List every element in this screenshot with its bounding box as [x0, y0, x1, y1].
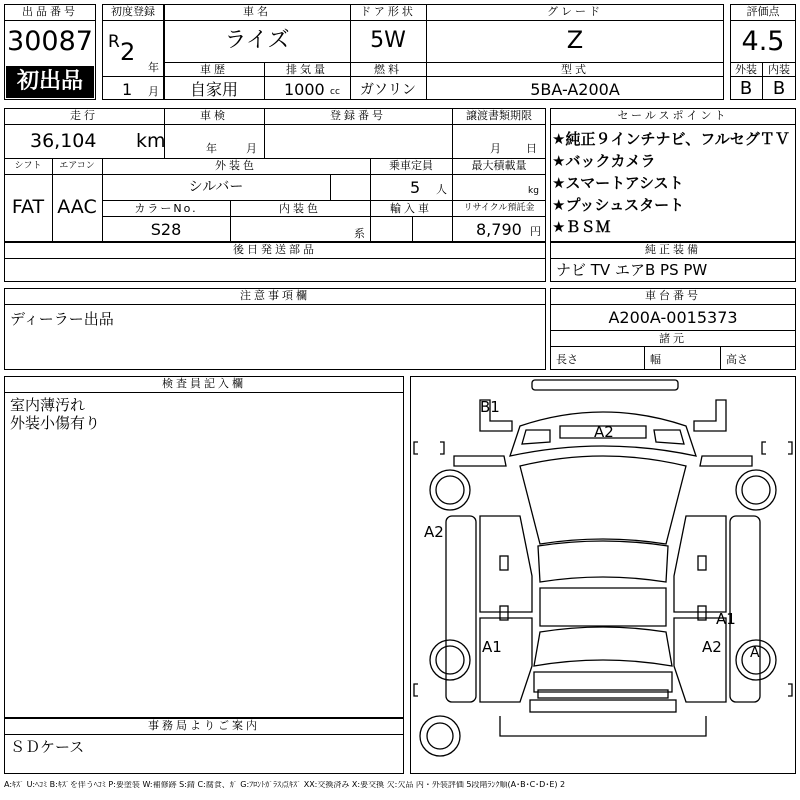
inspector-line-1: 室内薄汚れ: [10, 396, 86, 414]
mileage-unit: km: [136, 130, 166, 152]
transfer-label: 譲渡書類期限: [466, 109, 532, 122]
load-unit: kg: [528, 186, 539, 196]
transfer-day-unit: 日: [526, 142, 537, 155]
door-label: ドア形状: [360, 5, 416, 18]
color-no-value: S28: [150, 220, 182, 239]
mileage-label: 走行: [70, 109, 98, 122]
interior-grade: B: [772, 78, 786, 99]
sales-point-4: ★プッシュスタート: [552, 196, 685, 214]
equipment-value: ナビ TV エアB PS PW: [556, 261, 708, 279]
first-reg-month-unit: 月: [148, 85, 159, 98]
int-color-label: 内装色: [279, 202, 321, 215]
history-label: 車歴: [200, 63, 228, 76]
grade-value: Z: [566, 26, 584, 54]
damage-mark-b1: B1: [480, 398, 500, 416]
car-name: ライズ: [224, 28, 290, 53]
specs-height: 高さ: [726, 353, 748, 366]
damage-mark-right-rear-door: A1: [716, 610, 736, 628]
capacity-unit: 人: [436, 183, 447, 196]
inspection-year-unit: 年: [206, 142, 217, 155]
inspection-label: 車検: [200, 109, 228, 122]
fuel-label: 燃料: [374, 63, 402, 76]
int-color-unit: 系: [354, 227, 365, 240]
damage-mark-left-front: A2: [424, 523, 444, 541]
displacement-value: 1000: [284, 80, 325, 99]
chassis-value: A200A-0015373: [608, 308, 738, 327]
sales-point-1: ★純正９インチナビ、フルセグＴＶ: [552, 130, 790, 148]
fuel-value: ガソリン: [360, 82, 416, 98]
office-label: 事務局よりご案内: [148, 719, 260, 732]
displacement-unit: cc: [330, 87, 340, 97]
color-label: 外装色: [215, 159, 257, 172]
transfer-month-unit: 月: [490, 142, 501, 155]
sales-point-2: ★バックカメラ: [552, 152, 656, 170]
recycle-value: 8,790: [476, 220, 522, 239]
details-box: [4, 108, 546, 242]
history-value: 自家用: [189, 80, 238, 99]
later-parts-label: 後日発送部品: [233, 243, 317, 256]
displacement-label: 排気量: [286, 63, 328, 76]
regno-label: 登録番号: [330, 109, 386, 122]
capacity-value: 5: [410, 178, 421, 197]
first-reg-month: 1: [122, 80, 133, 99]
damage-mark-right-wheel: A: [750, 645, 760, 661]
office-text: ＳＤケース: [10, 738, 85, 756]
capacity-label: 乗車定員: [389, 159, 433, 172]
ac-label: エアコン: [59, 161, 95, 171]
sales-point-5: ★ＢＳＭ: [552, 218, 611, 236]
specs-width: 幅: [650, 353, 661, 366]
lot-label: 出品番号: [22, 5, 78, 18]
car-name-label: 車名: [243, 5, 271, 18]
lot-number: 30087: [7, 26, 93, 57]
notes-label: 注意事項欄: [240, 289, 310, 302]
legend-text: A:ｷｽﾞ U:ﾍｺﾐ B:ｷｽﾞを伴うﾍｺﾐ P:要塗装 W:補修跡 S:錆 C:腐食、ｶﾞ G:ﾌﾛﾝﾄｶﾞﾗｽ点ｷｽﾞ XX:交換済み X:要交換 欠:欠品 内・外装評価 5段階ﾗﾝｸ順(A･B･C･D･E) 2: [4, 781, 566, 789]
shift-label: シフト: [14, 161, 42, 171]
shift-value: FAT: [11, 196, 45, 218]
first-reg-label: 初度登録: [111, 5, 155, 18]
score-value: 4.5: [741, 26, 785, 57]
exterior-grade: B: [739, 78, 753, 99]
specs-length: 長さ: [556, 353, 578, 366]
chassis-label: 車台番号: [645, 289, 701, 302]
model-label: 型式: [561, 63, 589, 76]
color-no-label: カラーNo.: [134, 202, 198, 215]
door-value: 5W: [370, 28, 406, 53]
sales-points-label: セールスポイント: [617, 109, 729, 122]
mileage-value: 36,104: [30, 130, 97, 152]
inspection-month-unit: 月: [246, 142, 257, 155]
notes-text: ディーラー出品: [10, 310, 114, 328]
interior-label: 内装: [768, 63, 790, 76]
recycle-unit: 円: [530, 225, 541, 238]
load-label: 最大積載量: [471, 159, 527, 172]
equipment-label: 純正装備: [645, 243, 701, 256]
damage-mark-left-rear: A1: [482, 638, 502, 656]
first-reg-year-unit: 年: [148, 61, 159, 74]
ac-value: AAC: [57, 196, 97, 218]
inspector-label: 検査員記入欄: [162, 377, 246, 390]
import-label: 輸入車: [390, 202, 432, 215]
grade-label: グレード: [547, 5, 603, 18]
first-reg-year: 2: [120, 38, 136, 66]
inspector-line-2: 外装小傷有り: [10, 414, 101, 432]
sales-point-3: ★スマートアシスト: [552, 174, 684, 192]
recycle-label: リサイクル預託金: [463, 203, 535, 213]
damage-mark-right-rear: A2: [702, 638, 722, 656]
first-listing-badge: 初出品: [6, 66, 94, 98]
damage-mark-hood: A2: [594, 423, 614, 441]
exterior-label: 外装: [735, 63, 757, 76]
color-value: シルバー: [188, 179, 244, 195]
specs-label: 諸元: [659, 332, 687, 345]
first-reg-era: R: [108, 32, 120, 52]
score-label: 評価点: [746, 5, 780, 18]
model-value: 5BA-A200A: [530, 80, 620, 99]
